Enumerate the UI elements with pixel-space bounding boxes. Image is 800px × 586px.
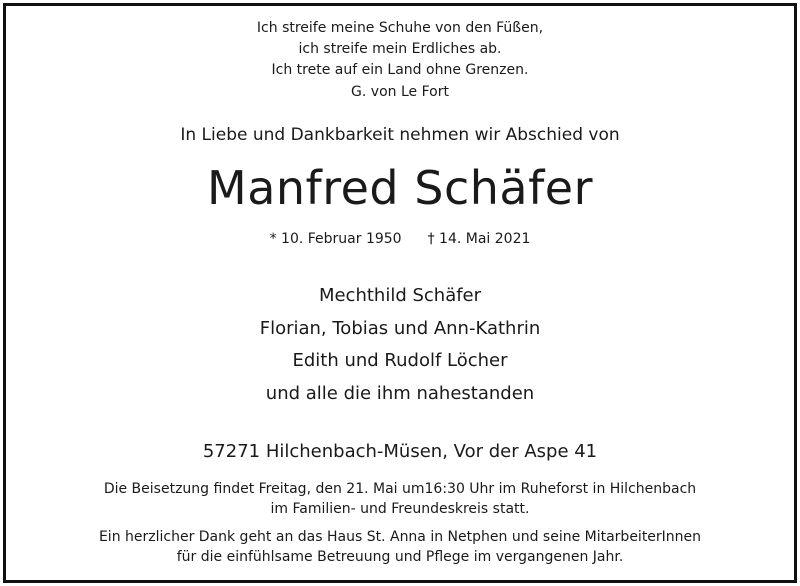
- mourner-4: und alle die ihm nahestanden: [265, 383, 535, 404]
- deceased-name: Manfred Schäfer: [207, 161, 593, 215]
- family-address: 57271 Hilchenbach-Müsen, Vor der Aspe 41: [202, 441, 598, 462]
- poem-line-1: Ich streife meine Schuhe von den Füßen,: [256, 20, 544, 36]
- funeral-line-2: im Familien- und Freundeskreis statt.: [270, 501, 530, 517]
- mourner-1: Mechthild Schäfer: [318, 285, 482, 306]
- poem-author: G. von Le Fort: [351, 84, 449, 100]
- birth-date: * 10. Februar 1950: [269, 231, 402, 247]
- funeral-line-1: Die Beisetzung findet Freitag, den 21. Mai um16:30 Uhr im Ruheforst in Hilchenbach: [103, 481, 697, 497]
- poem-line-2: ich streife mein Erdliches ab.: [298, 41, 502, 57]
- thanks-line-1: Ein herzlicher Dank geht an das Haus St. Anna in Netphen und seine MitarbeiterInnen: [98, 529, 702, 545]
- life-dates: [0, 231, 800, 247]
- poem-line-3: Ich trete auf ein Land ohne Grenzen.: [271, 62, 529, 78]
- thanks-line-2: für die einfühlsame Betreuung und Pflege im vergangenen Jahr.: [176, 549, 624, 565]
- mourner-3: Edith und Rudolf Löcher: [292, 350, 508, 371]
- death-date: † 14. Mai 2021: [427, 231, 531, 247]
- intro-text: In Liebe und Dankbarkeit nehmen wir Abschied von: [180, 125, 620, 145]
- mourner-2: Florian, Tobias und Ann-Kathrin: [259, 318, 541, 339]
